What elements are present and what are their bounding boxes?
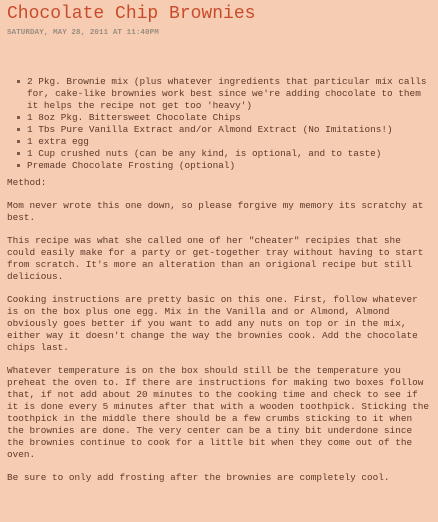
method-paragraph: Be sure to only add frosting after the brownies are completely cool. — [7, 472, 390, 483]
blog-post — [7, 0, 432, 484]
method-label: Method: — [7, 177, 47, 188]
method-paragraph: Mom never wrote this one down, so please forgive my memory its scratchy at best. — [7, 200, 424, 223]
ingredient-item: 1 extra egg — [15, 136, 432, 148]
method-paragraph: Cooking instructions are pretty basic on this one. First, follow whatever is on the box plus one egg. Mix in the Vanilla and or Almond, Almond obviously goes better if you want to add any nuts on top or in the mix, either way it doesn't change the way the brownies cook. Add the chocolate chips last. — [7, 294, 418, 353]
method-paragraph: Whatever temperature is on the box should still be the temperature you preheat the oven to. If there are instructions for making two boxes follow that, if not add about 20 minutes to the cooking time and check to see if it is done every 5 minutes after that with a wooden toothpick. Sticking the toothpick in the middle there should be a few crumbs sticking to it when the brownies are done. The very center can be a tiny bit underdone since the brownies continue to cook for a little bit when they come out of the oven. — [7, 365, 429, 460]
post-date: SATURDAY, MAY 28, 2011 AT 11:40PM — [7, 29, 159, 37]
ingredient-list — [7, 76, 432, 172]
ingredient-item: 1 Tbs Pure Vanilla Extract and/or Almond Extract (No Imitations!) — [15, 124, 432, 136]
ingredient-item: 1 Cup crushed nuts (can be any kind, is optional, and to taste) — [15, 148, 432, 160]
post-title[interactable]: Chocolate Chip Brownies — [7, 4, 256, 24]
ingredient-item: Premade Chocolate Frosting (optional) — [15, 160, 432, 172]
ingredient-item: 1 8oz Pkg. Bittersweet Chocolate Chips — [15, 112, 432, 124]
method-paragraph: This recipe was what she called one of her "cheater" recipies that she could easily make for a party or get-together tray without having to start from scratch. It's more an alteration than an origional recipe but still delicious. — [7, 235, 424, 282]
ingredient-item: 2 Pkg. Brownie mix (plus whatever ingredients that particular mix calls for, cake-like brownies work best since we're adding chocolate to them it helps the recipe not get too 'heavy') — [15, 76, 432, 112]
